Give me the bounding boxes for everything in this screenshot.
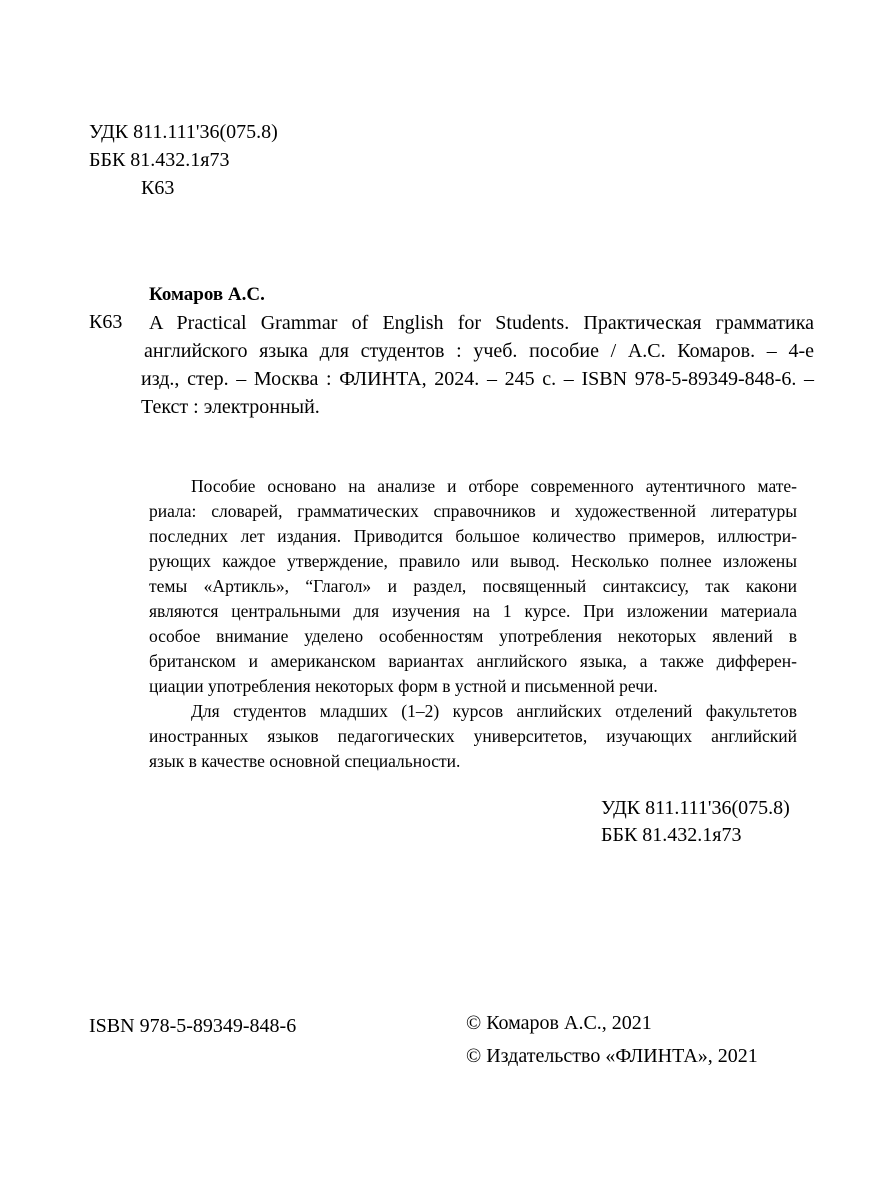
isbn: ISBN 978-5-89349-848-6 [89, 1015, 297, 1037]
annotation-line: особое внимание уделено особенностям употребления некоторых явлений в [149, 626, 797, 646]
annotation-line: последних лет издания. Приводится большое количество примеров, иллюстри- [149, 526, 797, 546]
bbk-code-bottom: ББК 81.432.1я73 [601, 824, 742, 846]
annotation-line: риала: словарей, грамматических справочников и художественной литературы [149, 501, 797, 521]
annotation-line: темы «Артикль», “Глагол» и раздел, посвященный синтаксису, так какони [149, 576, 797, 596]
bibliographic-line: изд., стер. – Москва : ФЛИНТА, 2024. – 245 с. – ISBN 978-5-89349-848-6. – [141, 368, 814, 390]
copyright-publisher: © Издательство «ФЛИНТА», 2021 [466, 1045, 758, 1067]
bibliographic-line: Текст : электронный. [141, 396, 320, 418]
bibliographic-line: английского языка для студентов : учеб. пособие / А.С. Комаров. – 4-е [144, 340, 814, 362]
copyright-author: © Комаров А.С., 2021 [466, 1012, 652, 1034]
annotation-line: циации употребления некоторых форм в устной и письменной речи. [149, 676, 658, 696]
author-mark: К63 [141, 177, 175, 199]
annotation-line: Для студентов младших (1–2) курсов английских отделений факультетов [191, 701, 797, 721]
annotation-line: являются центральными для изучения на 1 курсе. При изложении материала [149, 601, 797, 621]
udk-code: УДК 811.111'36(075.8) [89, 121, 278, 143]
bbk-code: ББК 81.432.1я73 [89, 149, 230, 171]
annotation-line: рующих каждое утверждение, правило или вывод. Несколько полнее изложены [149, 551, 797, 571]
bibliographic-line: A Practical Grammar of English for Students. Практическая грамматика [149, 312, 814, 334]
annotation-line: Пособие основано на анализе и отборе современного аутентичного мате- [191, 476, 797, 496]
annotation-line: британском и американском вариантах английского языка, а также дифферен- [149, 651, 797, 671]
udk-code-bottom: УДК 811.111'36(075.8) [601, 797, 790, 819]
annotation-line: иностранных языков педагогических университетов, изучающих английский [149, 726, 797, 746]
author-name: Комаров А.С. [149, 284, 265, 305]
annotation-line: язык в качестве основной специальности. [149, 751, 461, 771]
entry-author-mark: К63 [89, 311, 123, 333]
